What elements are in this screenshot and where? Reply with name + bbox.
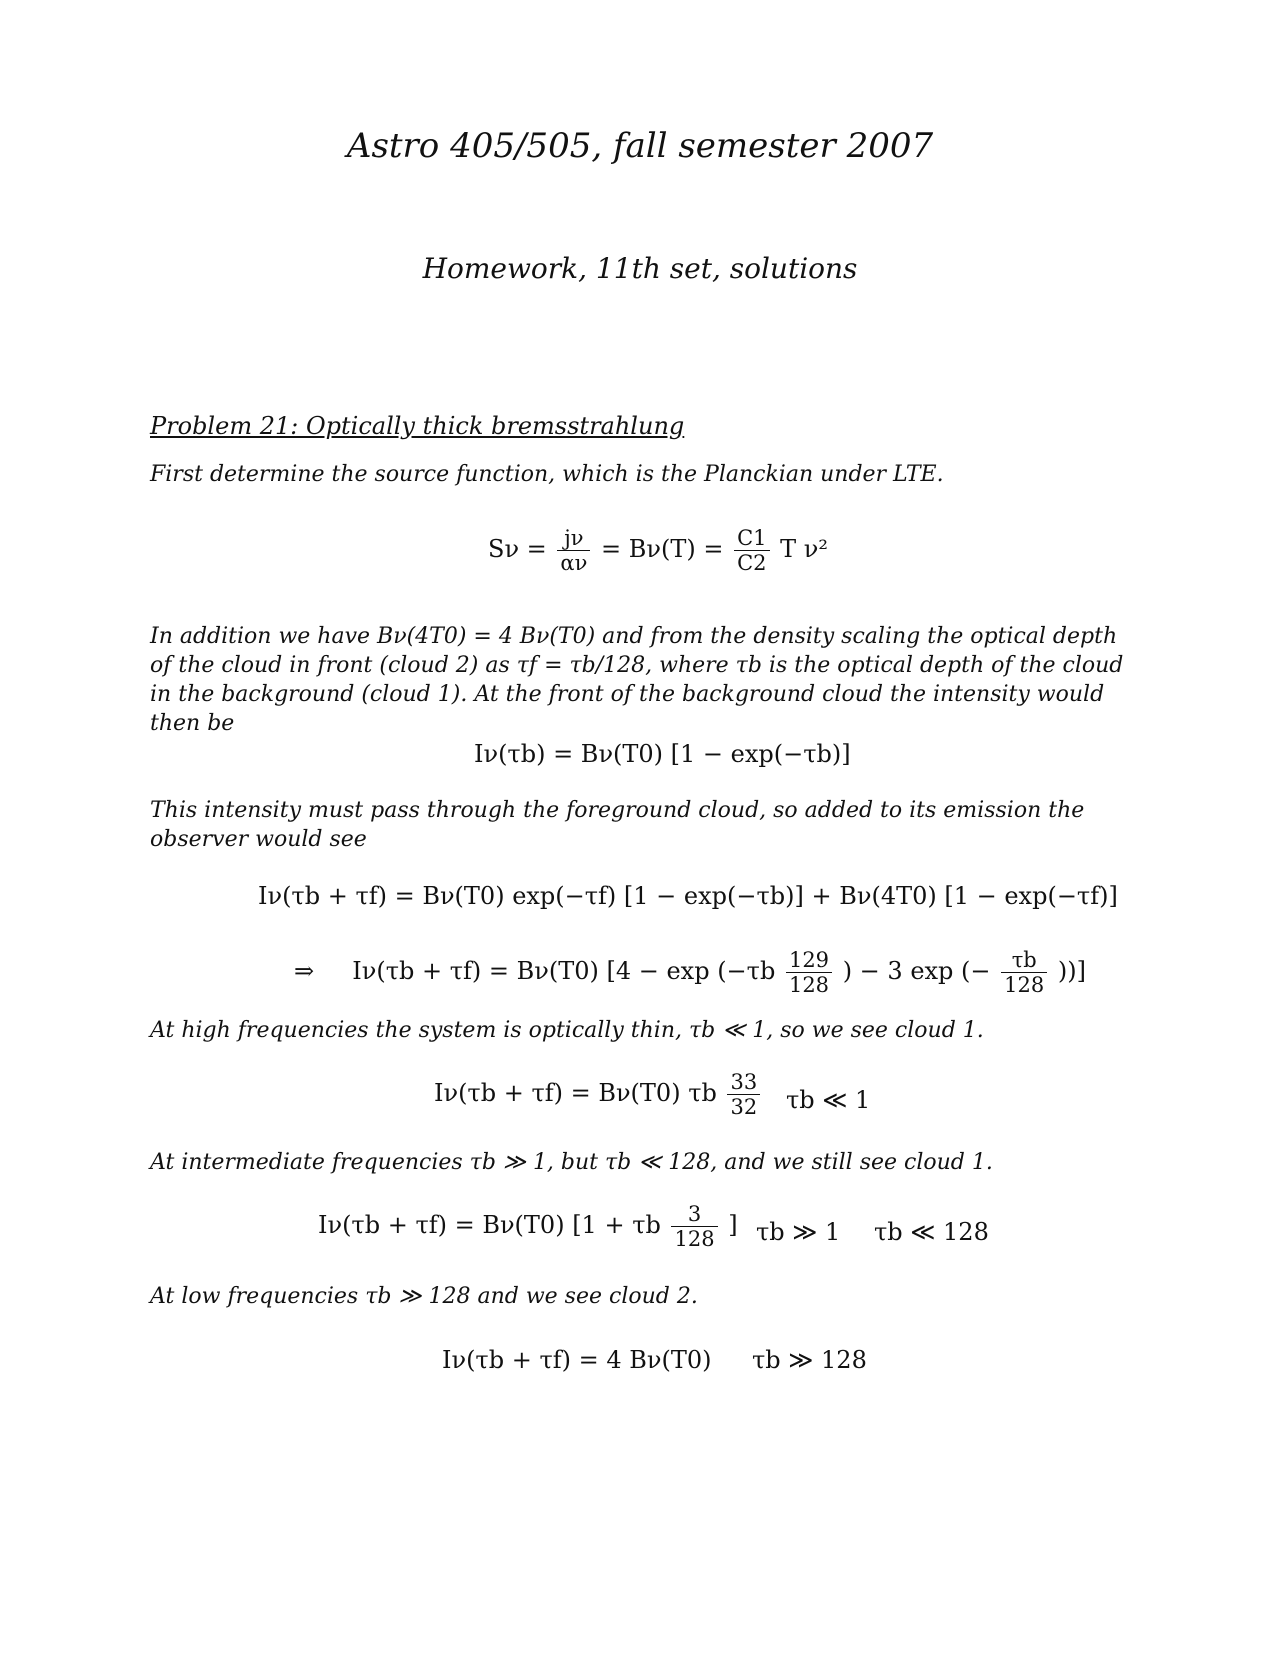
eq6-fraction-numerator: 3 — [671, 1202, 717, 1227]
problem-heading-block — [150, 412, 1140, 442]
equation-observed-intensity: Iν(τb + τf) = Bν(T0) exp(−τf) [1 − exp(−τb)] + Bν(4T0) [1 − exp(−τf)] — [258, 882, 1118, 910]
eq1-lhs: Sν = — [488, 535, 547, 563]
eq1-rhs: T ν² — [780, 535, 829, 563]
paragraph-source-function: First determine the source function, which is the Planckian under LTE. — [150, 462, 944, 487]
eq4-end: ))] — [1057, 957, 1086, 985]
eq1-fraction-2-denominator: C2 — [737, 551, 767, 575]
eq4-fraction — [786, 948, 832, 997]
eq5-condition: τb ≪ 1 — [786, 1086, 871, 1114]
equation-background-intensity: Iν(τb) = Bν(T0) [1 − exp(−τb)] — [474, 740, 851, 768]
eq4-fraction-2-numerator: τb — [1001, 948, 1047, 973]
paragraph-high-frequency: At high frequencies the system is optically thin, τb ≪ 1, so we see cloud 1. — [150, 1018, 984, 1043]
eq1-middle: = Bν(T) = — [601, 535, 724, 563]
eq1-fraction-2 — [734, 526, 769, 575]
eq4-fraction-2-denominator: 128 — [1004, 973, 1045, 997]
equation-source-function — [488, 526, 828, 575]
paragraph-intermediate-frequency: At intermediate frequencies τb ≫ 1, but τb ≪ 128, and we still see cloud 1. — [150, 1150, 993, 1175]
eq4-fraction-numerator: 129 — [786, 948, 832, 973]
eq6-end: ] — [728, 1211, 738, 1239]
paragraph-low-frequency: At low frequencies τb ≫ 128 and we see cloud 2. — [150, 1284, 698, 1309]
eq1-fraction — [557, 526, 590, 575]
eq6-fraction-denominator: 128 — [674, 1227, 715, 1251]
eq1-fraction-numerator: jν — [557, 526, 590, 551]
eq4-lhs: Iν(τb + τf) = Bν(T0) [4 − exp (−τb — [352, 957, 776, 985]
eq1-fraction-2-numerator: C1 — [734, 526, 769, 551]
document-subtitle: Homework, 11th set, solutions — [422, 252, 858, 285]
eq4-middle: ) − 3 exp (− — [842, 957, 991, 985]
eq7-condition: τb ≫ 128 — [752, 1346, 867, 1374]
eq6-condition-1: τb ≫ 1 — [756, 1218, 841, 1246]
paragraph-optical-depth: In addition we have Bν(4T0) = 4 Bν(T0) and from the density scaling the optical depth of the cloud in front (cloud 2) as τf = τb/128, where τb is the optical depth of the cloud in the background (cloud 1). At the front of the background cloud the intensity would then be — [150, 624, 1124, 736]
equation-simplified-intensity — [294, 948, 1086, 997]
eq6-lhs: Iν(τb + τf) = Bν(T0) [1 + τb — [318, 1211, 661, 1239]
eq5-lhs: Iν(τb + τf) = Bν(T0) τb — [434, 1079, 717, 1107]
eq4-implies-arrow: ⇒ — [294, 957, 315, 985]
eq5-fraction — [727, 1070, 760, 1119]
paragraph-foreground-pass: This intensity must pass through the foreground cloud, so added to its emission the observer would see — [150, 798, 1085, 852]
eq1-fraction-denominator: αν — [560, 551, 588, 575]
problem-heading: Problem 21: Optically thick bremsstrahlung — [150, 412, 685, 440]
equation-optically-thin — [434, 1070, 763, 1119]
eq5-fraction-denominator: 32 — [730, 1095, 758, 1119]
eq5-fraction-numerator: 33 — [727, 1070, 760, 1095]
eq4-fraction-denominator: 128 — [788, 973, 830, 997]
equation-intermediate — [318, 1202, 738, 1251]
eq6-fraction — [671, 1202, 717, 1251]
eq4-fraction-2 — [1001, 948, 1047, 997]
equation-optically-thick: Iν(τb + τf) = 4 Bν(T0) — [442, 1346, 712, 1374]
eq6-condition-2: τb ≪ 128 — [874, 1218, 989, 1246]
document-title: Astro 405/505, fall semester 2007 — [346, 126, 934, 166]
